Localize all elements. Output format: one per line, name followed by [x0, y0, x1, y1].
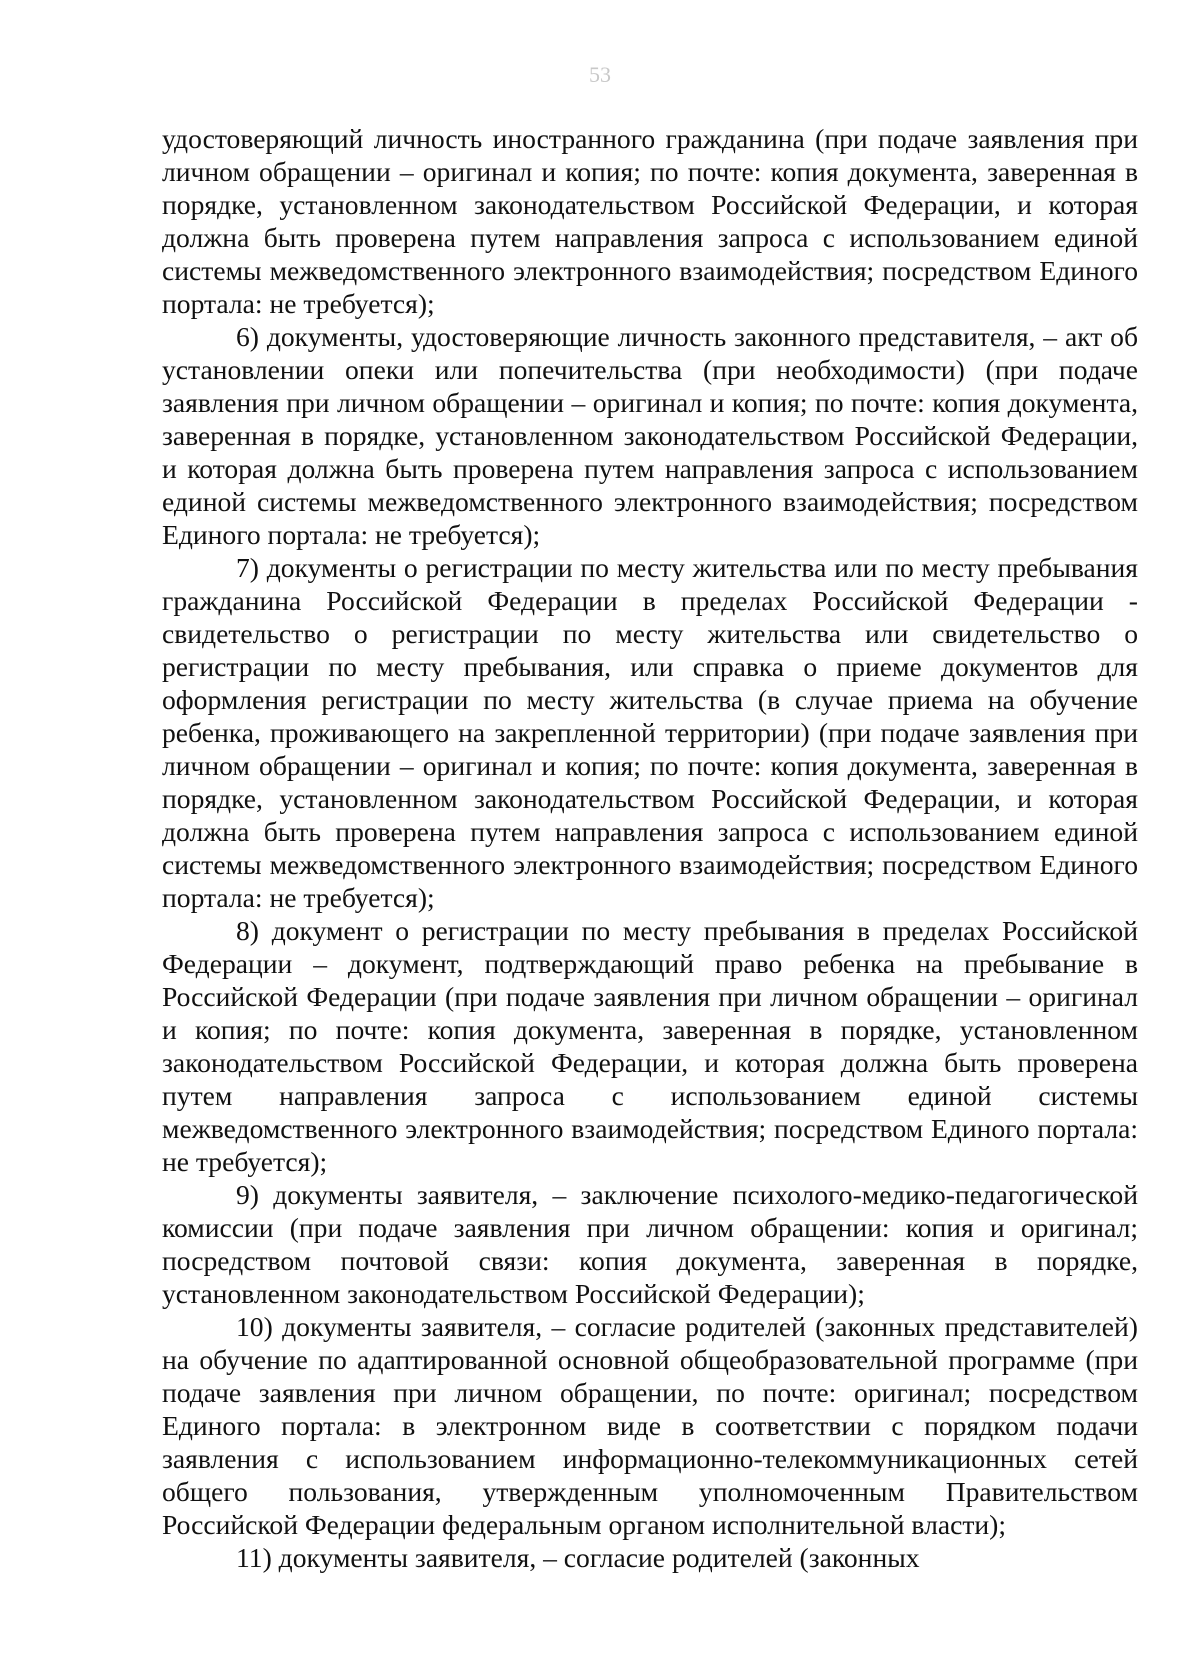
paragraph-item-11: 11) документы заявителя, – согласие родителей (законных	[236, 1542, 920, 1573]
paragraph-item-10: 10) документы заявителя, – согласие родителей (законных представителей) на обучение по адаптированной основной общеобразовательной программе (при подаче заявления при личном обращении, по почте: оригинал; посредством Единого портала: в электронном виде в соответствии с порядком подачи заявления с использованием информационно-телекоммуникационных сетей общего пользования, утвержденным уполномоченным Правительством Российской Федерации федеральным органом исполнительной власти);	[162, 1311, 1138, 1540]
paragraph-item-8: 8) документ о регистрации по месту пребывания в пределах Российской Федерации – документ, подтверждающий право ребенка на пребывание в Российской Федерации (при подаче заявления при личном обращении – оригинал и копия; по почте: копия документа, заверенная в порядке, установленном законодательством Российской Федерации, и которая должна быть проверена путем направления запроса с использованием единой системы межведомственного электронного взаимодействия; посредством Единого портала: не требуется);	[162, 915, 1138, 1177]
paragraph-item-7: 7) документы о регистрации по месту жительства или по месту пребывания гражданина Российской Федерации в пределах Российской Федерации - свидетельство о регистрации по месту жительства или свидетельство о регистрации по месту пребывания, или справка о приеме документов для оформления регистрации по месту жительства (в случае приема на обучение ребенка, проживающего на закрепленной территории) (при подаче заявления при личном обращении – оригинал и копия; по почте: копия документа, заверенная в порядке, установленном законодательством Российской Федерации, и которая должна быть проверена путем направления запроса с использованием единой системы межведомственного электронного взаимодействия; посредством Единого портала: не требуется);	[162, 552, 1138, 913]
paragraph-item-9: 9) документы заявителя, – заключение психолого-медико-педагогической комиссии (при подаче заявления при личном обращении: копия и оригинал; посредством почтовой связи: копия документа, заверенная в порядке, установленном законодательством Российской Федерации);	[162, 1179, 1138, 1309]
paragraph-item-6: 6) документы, удостоверяющие личность законного представителя, – акт об установлении опеки или попечительства (при необходимости) (при подаче заявления при личном обращении – оригинал и копия; по почте: копия документа, заверенная в порядке, установленном законодательством Российской Федерации, и которая должна быть проверена путем направления запроса с использованием единой системы межведомственного электронного взаимодействия; посредством Единого портала: не требуется);	[162, 321, 1138, 550]
document-body	[162, 122, 1138, 1574]
page-number: 53	[589, 62, 611, 87]
paragraph-continuation: удостоверяющий личность иностранного гражданина (при подаче заявления при личном обращении – оригинал и копия; по почте: копия документа, заверенная в порядке, установленном законодательством Российской Федерации, и которая должна быть проверена путем направления запроса с использованием единой системы межведомственного электронного взаимодействия; посредством Единого портала: не требуется);	[162, 123, 1138, 319]
